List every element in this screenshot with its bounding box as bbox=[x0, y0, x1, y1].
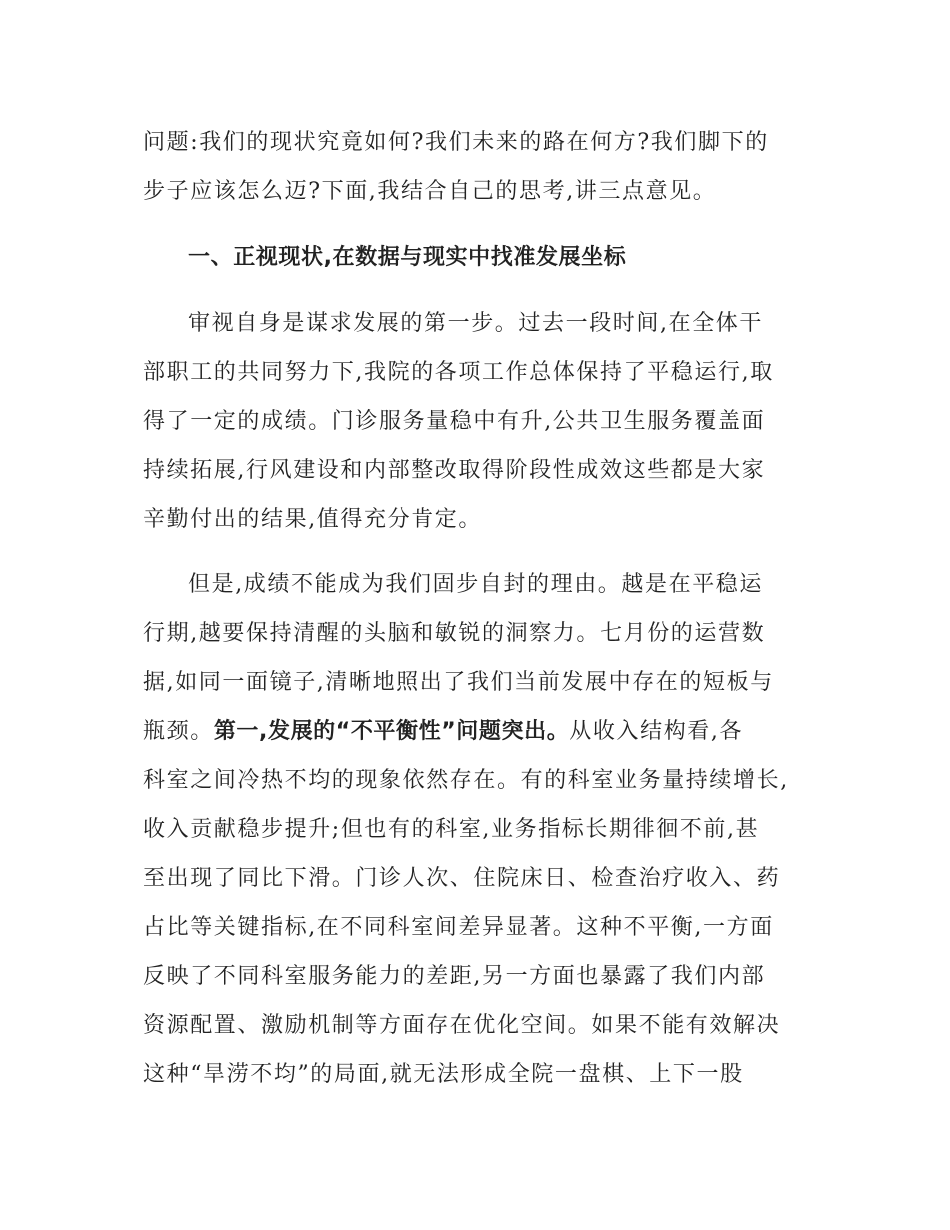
intro-line-1: 问题:我们的现状究竟如何?我们未来的路在何方?我们脚下的 bbox=[143, 130, 769, 155]
paragraph-2-line-4-suffix: 从收入结构看,各 bbox=[569, 719, 744, 744]
paragraph-2-line-10: 资源配置、激励机制等方面存在优化空间。如果不能有效解决 bbox=[143, 1013, 781, 1038]
intro-line-2: 步子应该怎么迈?下面,我结合自己的思考,讲三点意见。 bbox=[143, 179, 717, 204]
paragraph-2-line-6: 收入贡献稳步提升;但也有的科室,业务指标长期徘徊不前,甚 bbox=[143, 817, 760, 842]
paragraph-1-line-5: 辛勤付出的结果,值得充分肯定。 bbox=[143, 507, 482, 532]
paragraph-2-line-4 bbox=[143, 718, 823, 746]
paragraph-2-line-4-prefix: 瓶颈。 bbox=[143, 719, 214, 744]
paragraph-2-line-1: 但是,成绩不能成为我们固步自封的理由。越是在平稳运 bbox=[188, 572, 763, 597]
paragraph-1-line-2: 部职工的共同努力下,我院的各项工作总体保持了平稳运行,取 bbox=[143, 360, 774, 385]
paragraph-1-line-3: 得了一定的成绩。门诊服务量稳中有升,公共卫生服务覆盖面 bbox=[143, 409, 766, 434]
paragraph-2-line-2: 行期,越要保持清醒的头脑和敏锐的洞察力。七月份的运营数 bbox=[143, 621, 766, 646]
section-heading: 一、正视现状,在数据与现实中找准发展坐标 bbox=[188, 245, 627, 270]
paragraph-2-line-7: 至出现了同比下滑。门诊人次、住院床日、检查治疗收入、药 bbox=[143, 866, 781, 891]
paragraph-1-line-1: 审视自身是谋求发展的第一步。过去一段时间,在全体干 bbox=[188, 311, 763, 336]
paragraph-2-line-8: 占比等关键指标,在不同科室间差异显著。这种不平衡,一方面 bbox=[143, 915, 774, 940]
paragraph-2-line-9: 反映了不同科室服务能力的差距,另一方面也暴露了我们内部 bbox=[143, 964, 766, 989]
paragraph-2-line-5: 科室之间冷热不均的现象依然存在。有的科室业务量持续增长, bbox=[143, 768, 789, 793]
paragraph-2-line-11: 这种“旱涝不均”的局面,就无法形成全院一盘棋、上下一股 bbox=[143, 1062, 744, 1087]
emphasized-point-one: 第一,发展的“不平衡性”问题突出。 bbox=[213, 719, 570, 744]
paragraph-1-line-4: 持续拓展,行风建设和内部整改取得阶段性成效这些都是大家 bbox=[143, 458, 766, 483]
paragraph-2-line-3: 据,如同一面镜子,清晰地照出了我们当前发展中存在的短板与 bbox=[143, 670, 774, 695]
